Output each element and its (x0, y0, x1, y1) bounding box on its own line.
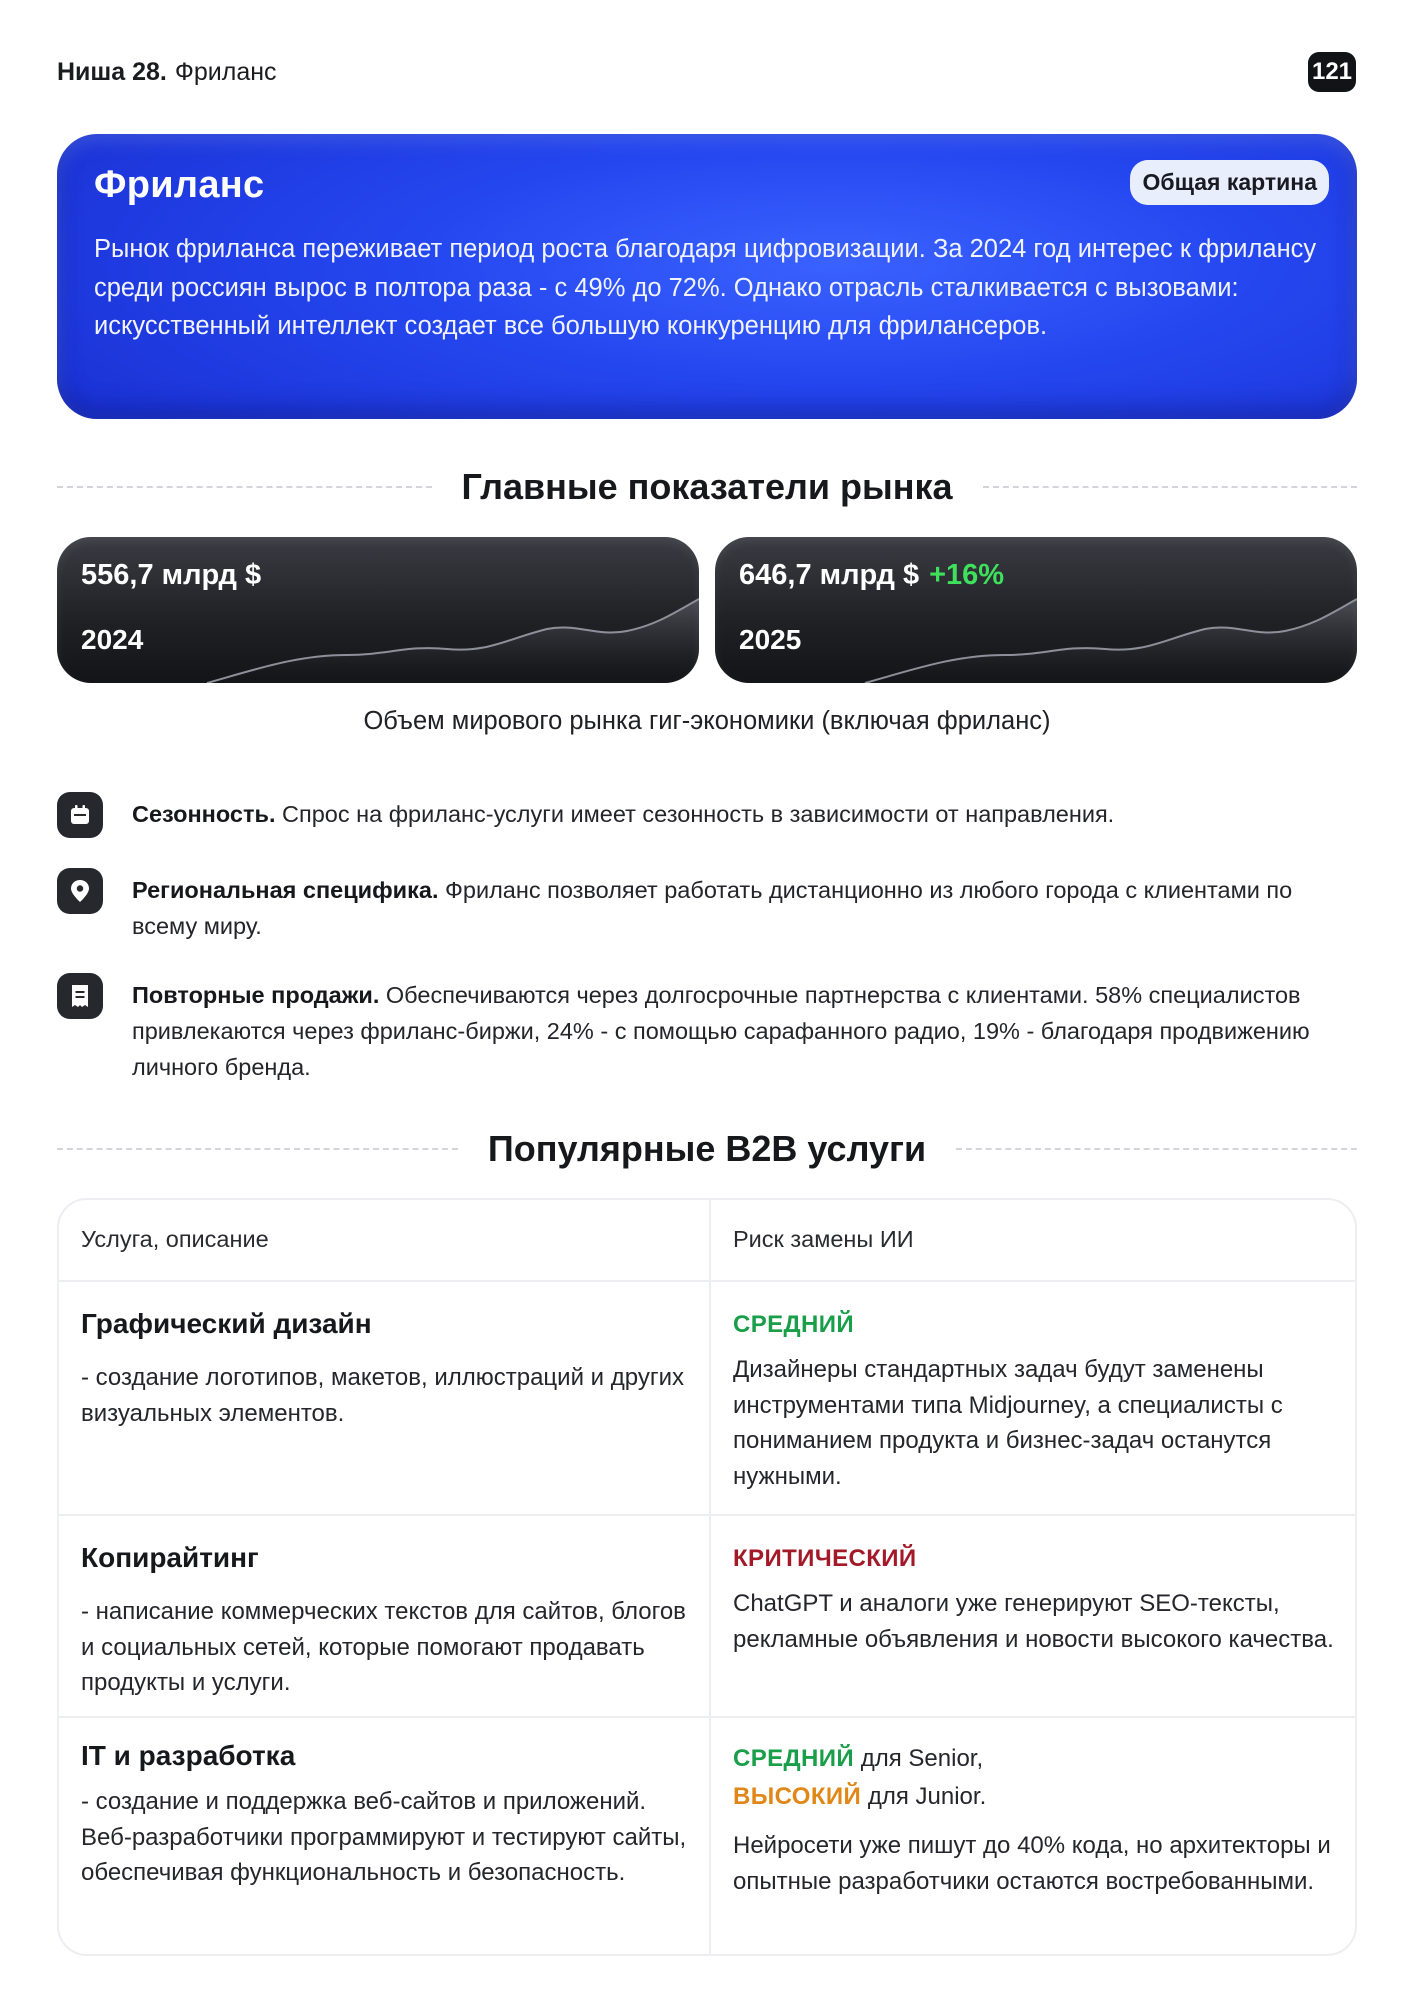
niche-name: Фриланс (174, 57, 277, 86)
service-description: - создание логотипов, макетов, иллюстраций и других визуальных элементов. (81, 1364, 684, 1427)
feature-text: Повторные продажи. Обеспечиваются через долгосрочные партнерства с клиентами. 58% специалистов привлекаются через фриланс-биржи, 24% - с помощью сарафанного радио, 19% - благодаря продвижению личного бренда. (132, 982, 1310, 1080)
breadcrumb (57, 58, 277, 87)
risk-level: СРЕДНИЙ для Senior, ВЫСОКИЙ для Junior. (733, 1745, 987, 1810)
service-title: Копирайтинг (81, 1542, 259, 1573)
stat-caption: Объем мирового рынка гиг-экономики (включая фриланс) (363, 707, 1051, 735)
divider (57, 486, 432, 488)
risk-description: ChatGPT и аналоги уже генерируют SEO-тексты, рекламные объявления и новости высокого качества. (733, 1590, 1334, 1653)
overview-title: Фриланс (94, 164, 265, 206)
service-description: - написание коммерческих текстов для сайтов, блогов и социальных сетей, которые помогают продавать продукты и услуги. (81, 1598, 686, 1696)
calendar-icon (57, 792, 103, 838)
market-heading: Главные показатели рынка (461, 466, 953, 507)
services-heading: Популярные B2B услуги (487, 1128, 927, 1169)
table-row (59, 1514, 1355, 1716)
stat-value: 646,7 млрд $ +16% (739, 559, 1005, 591)
service-title: IT и разработка (81, 1740, 296, 1771)
risk-level: КРИТИЧЕСКИЙ (733, 1545, 917, 1572)
table-header-row (59, 1200, 1355, 1280)
stat-year: 2024 (81, 624, 144, 655)
stat-delta: +16% (929, 559, 1005, 591)
overview-text: Рынок фриланса переживает период роста благодаря цифровизации. За 2024 год интерес к фрилансу среди россиян вырос в полтора раза - с 49% до 72%. Однако отрасль сталкивается с вызовами: искусственный интеллект создает все большую конкуренцию для фрилансеров. (94, 235, 1317, 340)
page-header (57, 52, 1356, 92)
feature-repeat-sales (57, 973, 1357, 1088)
risk-level: СРЕДНИЙ (733, 1311, 855, 1338)
location-pin-icon (57, 868, 103, 914)
stat-year: 2025 (739, 624, 802, 655)
overview-badge: Общая картина (1130, 160, 1329, 205)
feature-text: Сезонность. Спрос на фриланс-услуги имеет сезонность в зависимости от направления. (132, 801, 1115, 827)
table-row (59, 1280, 1355, 1514)
service-title: Графический дизайн (81, 1308, 372, 1339)
feature-text: Региональная специфика. Фриланс позволяет работать дистанционно из любого города с клиентами по всему миру. (132, 877, 1293, 939)
feature-regional (57, 868, 1357, 948)
services-table (57, 1198, 1357, 1956)
services-section-heading (57, 1124, 1357, 1174)
service-description: - создание и поддержка веб-сайтов и приложений. Веб-разработчики программируют и тестируют сайты, обеспечивая функциональность и безопасность. (81, 1788, 687, 1886)
table-row (59, 1716, 1355, 1956)
stat-card-2025 (715, 537, 1357, 683)
niche-label: Ниша 28. (57, 57, 167, 86)
divider (956, 1148, 1357, 1150)
stat-value: 556,7 млрд $ (81, 559, 262, 591)
column-header-service: Услуга, описание (81, 1226, 269, 1252)
divider (57, 1148, 458, 1150)
feature-seasonality (57, 792, 1357, 842)
column-header-risk: Риск замены ИИ (733, 1226, 914, 1252)
divider (983, 486, 1358, 488)
receipt-icon (57, 973, 103, 1019)
risk-description: Нейросети уже пишут до 40% кода, но архитекторы и опытные разработчики остаются востребованными. (733, 1832, 1331, 1895)
market-section-heading (57, 462, 1357, 512)
stat-card-2024 (57, 537, 699, 683)
overview-card (57, 134, 1357, 419)
risk-description: Дизайнеры стандартных задач будут заменены инструментами типа Midjourney, а специалисты с пониманием продукта и бизнес-задач останутся нужными. (733, 1356, 1283, 1490)
page-number: 121 (1308, 52, 1356, 92)
